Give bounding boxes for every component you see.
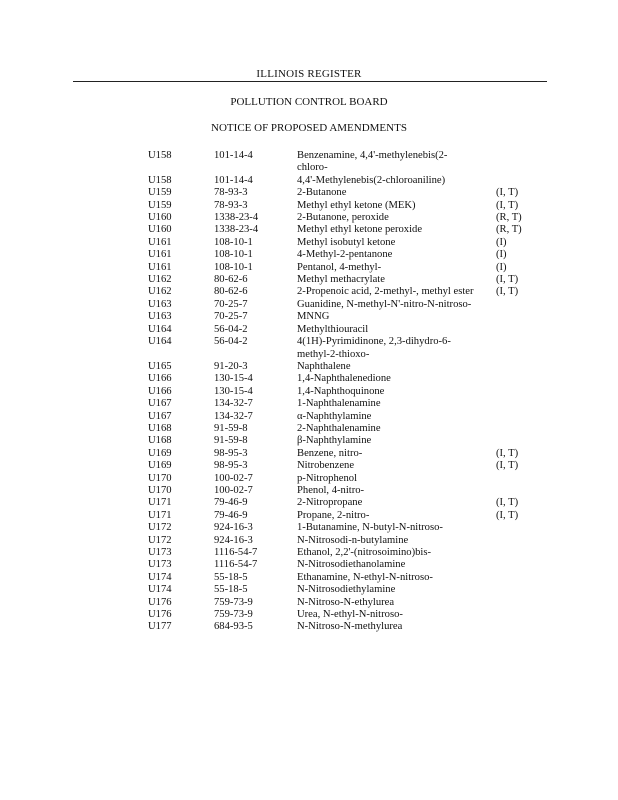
cas-number: 56-04-2 — [214, 336, 248, 348]
table-row — [0, 274, 618, 286]
table-row — [0, 597, 618, 609]
table-row — [0, 398, 618, 410]
table-row — [0, 547, 618, 559]
cas-number: 78-93-3 — [214, 187, 248, 199]
table-row — [0, 609, 618, 621]
cas-number: 924-16-3 — [214, 534, 253, 546]
waste-code: U168 — [148, 422, 172, 434]
table-row — [0, 249, 618, 261]
substance-name: 2-Butanone, peroxide — [297, 212, 389, 224]
hazardous-waste-table — [0, 150, 618, 634]
waste-code: U170 — [148, 484, 172, 496]
substance-name: Methyl ethyl ketone peroxide — [297, 224, 423, 236]
table-row — [0, 411, 618, 423]
hazard-code: (I, T) — [496, 187, 519, 199]
table-row — [0, 497, 618, 509]
substance-name: 2-Nitropropane — [297, 497, 363, 509]
cas-number: 101-14-4 — [214, 174, 253, 186]
table-row — [0, 324, 618, 336]
waste-code: U159 — [148, 187, 172, 199]
cas-number: 684-93-5 — [214, 621, 253, 633]
table-row — [0, 621, 618, 633]
substance-name: 1-Butanamine, N-butyl-N-nitroso- — [297, 522, 443, 534]
table-row — [0, 150, 618, 175]
cas-number: 108-10-1 — [214, 236, 253, 248]
waste-code: U161 — [148, 236, 172, 248]
hazard-code: (R, T) — [496, 212, 522, 224]
substance-name: 4(1H)-Pyrimidinone, 2,3-dihydro-6-methyl-2-thioxo- — [297, 336, 451, 360]
substance-name: 4-Methyl-2-pentanone — [297, 249, 393, 261]
board-name: POLLUTION CONTROL BOARD — [230, 96, 388, 108]
cas-number: 55-18-5 — [214, 571, 248, 583]
waste-code: U163 — [148, 311, 172, 323]
hazard-code: (I) — [496, 261, 507, 273]
substance-name: Phenol, 4-nitro- — [297, 484, 365, 496]
waste-code: U164 — [148, 336, 172, 348]
table-row — [0, 361, 618, 373]
substance-name: p-Nitrophenol — [297, 472, 358, 484]
cas-number: 98-95-3 — [214, 447, 248, 459]
cas-number: 130-15-4 — [214, 385, 253, 397]
waste-code: U160 — [148, 224, 172, 236]
waste-code: U167 — [148, 398, 172, 410]
substance-name: 2-Propenoic acid, 2-methyl-, methyl ester — [297, 286, 474, 298]
table-row — [0, 435, 618, 447]
hazard-code: (I) — [496, 249, 507, 261]
cas-number: 98-95-3 — [214, 460, 248, 472]
table-row — [0, 572, 618, 584]
table-row — [0, 299, 618, 311]
waste-code: U167 — [148, 410, 172, 422]
waste-code: U159 — [148, 199, 172, 211]
hazard-code: (I, T) — [496, 274, 519, 286]
table-row — [0, 373, 618, 385]
waste-code: U171 — [148, 497, 172, 509]
waste-code: U177 — [148, 621, 172, 633]
waste-code: U169 — [148, 460, 172, 472]
substance-name: 1-Naphthalenamine — [297, 398, 381, 410]
table-row — [0, 423, 618, 435]
substance-name: Methyl methacrylate — [297, 274, 385, 286]
substance-name: 4,4'-Methylenebis(2-chloroaniline) — [297, 174, 446, 186]
table-row — [0, 187, 618, 199]
cas-number: 91-59-8 — [214, 435, 248, 447]
table-row — [0, 175, 618, 187]
table-row — [0, 510, 618, 522]
substance-name: Ethanol, 2,2'-(nitrosoimino)bis- — [297, 547, 432, 558]
table-row — [0, 522, 618, 534]
cas-number: 91-59-8 — [214, 422, 248, 434]
cas-number: 130-15-4 — [214, 373, 253, 385]
hazard-code: (I) — [496, 236, 507, 248]
waste-code: U172 — [148, 534, 172, 546]
cas-number: 759-73-9 — [214, 596, 253, 608]
hazard-code: (I, T) — [496, 447, 519, 459]
substance-name: N-Nitroso-N-ethylurea — [297, 596, 395, 608]
cas-number: 55-18-5 — [214, 584, 248, 596]
table-row — [0, 485, 618, 497]
substance-name: 2-Naphthalenamine — [297, 422, 381, 434]
cas-number: 108-10-1 — [214, 261, 253, 273]
substance-name: N-Nitroso-N-methylurea — [297, 621, 403, 633]
header-rule — [73, 81, 547, 82]
waste-code: U165 — [148, 360, 172, 372]
cas-number: 108-10-1 — [214, 249, 253, 261]
substance-name: Propane, 2-nitro- — [297, 509, 370, 521]
cas-number: 100-02-7 — [214, 472, 253, 484]
table-row — [0, 448, 618, 460]
substance-name: Methyl isobutyl ketone — [297, 236, 396, 248]
table-row — [0, 311, 618, 323]
waste-code: U174 — [148, 584, 172, 596]
table-row — [0, 286, 618, 298]
cas-number: 80-62-6 — [214, 286, 248, 298]
table-row — [0, 473, 618, 485]
waste-code: U162 — [148, 274, 172, 286]
cas-number: 1116-54-7 — [214, 559, 258, 571]
hazard-code: (I, T) — [496, 286, 519, 298]
cas-number: 78-93-3 — [214, 199, 248, 211]
cas-number: 79-46-9 — [214, 509, 248, 521]
waste-code: U168 — [148, 435, 172, 447]
cas-number: 56-04-2 — [214, 323, 248, 335]
waste-code: U164 — [148, 323, 172, 335]
waste-code: U162 — [148, 286, 172, 298]
cas-number: 79-46-9 — [214, 497, 248, 509]
waste-code: U158 — [148, 174, 172, 186]
substance-name: 1,4-Naphthalenedione — [297, 373, 391, 385]
waste-code: U166 — [148, 373, 172, 385]
waste-code: U161 — [148, 249, 172, 261]
waste-code: U173 — [148, 559, 172, 571]
waste-code: U163 — [148, 298, 172, 310]
hazard-code: (I, T) — [496, 460, 519, 472]
waste-code: U172 — [148, 522, 172, 534]
substance-name: Naphthalene — [297, 360, 351, 372]
cas-number: 70-25-7 — [214, 298, 248, 310]
substance-name: Benzene, nitro- — [297, 447, 363, 459]
cas-number: 91-20-3 — [214, 360, 248, 372]
hazard-code: (I, T) — [496, 509, 519, 521]
waste-code: U166 — [148, 385, 172, 397]
substance-name: N-Nitrosodiethylamine — [297, 584, 396, 596]
cas-number: 100-02-7 — [214, 484, 253, 496]
waste-code: U160 — [148, 212, 172, 224]
hazard-code: (I, T) — [496, 497, 519, 509]
table-row — [0, 336, 618, 361]
waste-code: U161 — [148, 261, 172, 273]
substance-name: N-Nitrosodi-n-butylamine — [297, 534, 409, 546]
substance-name: 1,4-Naphthoquinone — [297, 385, 385, 397]
cas-number: 80-62-6 — [214, 274, 248, 286]
cas-number: 1338-23-4 — [214, 224, 259, 236]
table-row — [0, 535, 618, 547]
substance-name: β-Naphthylamine — [297, 435, 372, 447]
waste-code: U170 — [148, 472, 172, 484]
table-row — [0, 559, 618, 571]
substance-name: α-Naphthylamine — [297, 410, 372, 422]
table-row — [0, 386, 618, 398]
cas-number: 1338-23-4 — [214, 212, 259, 224]
cas-number: 101-14-4 — [214, 150, 253, 161]
cas-number: 70-25-7 — [214, 311, 248, 323]
substance-name: Methyl ethyl ketone (MEK) — [297, 199, 416, 211]
waste-code: U171 — [148, 509, 172, 521]
cas-number: 759-73-9 — [214, 609, 253, 621]
table-row — [0, 212, 618, 224]
substance-name: Guanidine, N-methyl-N'-nitro-N-nitroso- — [297, 298, 472, 310]
substance-name: Nitrobenzene — [297, 460, 355, 472]
waste-code: U169 — [148, 447, 172, 459]
table-row — [0, 584, 618, 596]
waste-code: U176 — [148, 596, 172, 608]
substance-name: Methylthiouracil — [297, 323, 369, 335]
waste-code: U173 — [148, 547, 172, 558]
substance-name: Benzenamine, 4,4'-methylenebis(2-chloro- — [297, 150, 448, 174]
substance-name: Ethanamine, N-ethyl-N-nitroso- — [297, 571, 433, 583]
cas-number: 134-32-7 — [214, 410, 253, 422]
waste-code: U174 — [148, 571, 172, 583]
substance-name: MNNG — [297, 311, 330, 323]
substance-name: Pentanol, 4-methyl- — [297, 261, 382, 273]
cas-number: 924-16-3 — [214, 522, 253, 534]
cas-number: 1116-54-7 — [214, 547, 258, 558]
table-row — [0, 460, 618, 472]
register-title: ILLINOIS REGISTER — [256, 68, 362, 80]
substance-name: Urea, N-ethyl-N-nitroso- — [297, 609, 403, 621]
cas-number: 134-32-7 — [214, 398, 253, 410]
table-row — [0, 237, 618, 249]
substance-name: 2-Butanone — [297, 187, 347, 199]
table-row — [0, 200, 618, 212]
hazard-code: (I, T) — [496, 199, 519, 211]
notice-heading: NOTICE OF PROPOSED AMENDMENTS — [211, 122, 407, 134]
table-row — [0, 224, 618, 236]
hazard-code: (R, T) — [496, 224, 522, 236]
substance-name: N-Nitrosodiethanolamine — [297, 559, 406, 571]
waste-code: U158 — [148, 150, 172, 161]
waste-code: U176 — [148, 609, 172, 621]
table-row — [0, 262, 618, 274]
